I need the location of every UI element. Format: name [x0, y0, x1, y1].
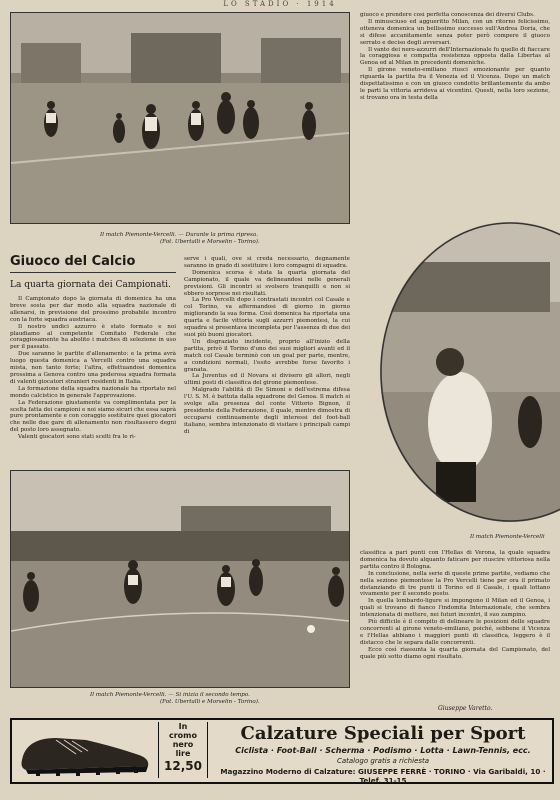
football-match-photo	[11, 13, 349, 223]
col4-paragraph: In conclusione, nella serie di queste prime partite, vediamo che nella sezione piemontese la Pro Vercelli tiene per ora il primato distanziando di tre punti il Torino ed il Casale, i quali lottano vivamente per il secondo posto.	[360, 570, 550, 598]
photo-bottom-match	[10, 470, 350, 688]
col4-paragraph: classifica a pari punti con l'Hellas di Verona, la quale squadra domenica ha dovuto alquanto faticare per riuscire vittoriosa nella partita contro il Bologna.	[360, 550, 550, 570]
caption-bottom-photo	[90, 692, 350, 706]
price-value: 12,50	[164, 759, 202, 773]
photo-top-match	[10, 12, 350, 224]
article-subhead: La quarta giornata dei Campionati.	[10, 280, 171, 290]
advert-sports-list: Ciclista · Foot-Ball · Scherma · Podismo · Lotta · Lawn-Tennis, ecc.	[235, 746, 531, 755]
price-line: nero	[172, 740, 194, 749]
col1-paragraph: Valenti giocatori sono stati scelti fra le ri-	[18, 434, 136, 441]
col2-paragraph: Domenica scorsa è stata la quarta giornata del Campionato, il quale va delineandosi nelle generali previsioni. Gli incontri si svolsero tranquilli e non si ebbero sorprese nei risultati.	[184, 269, 350, 297]
col2-paragraph: Malgrado l'abilità di De Simoni e dell'estrema difesa l'U. S. M. è battuta dalla squadrone del Genoa. Il match si svolge alla presenza del conte Vittorio Bignon, il presidente della Federazione, il quale, mentre dimostra di occuparsi continuamente degli interessi del foot-ball italiano, sembra intenzionato di visitare i principali campi di	[184, 387, 350, 435]
col4-paragraph: In quella lombardo-ligure si impongono il Milan ed il Genoa, i quali si trovano di fianco l'indomita Internazionale, che sembra intenzionata di mettere, nei futuri incontri, il suo zampino.	[360, 598, 550, 619]
col3-paragraph: giuoco e prendere così perfetta conoscenza dei diversi Clubs.	[360, 12, 535, 18]
article-column-1	[10, 296, 176, 462]
price-line: In	[178, 722, 188, 731]
col1-paragraph: La formazione della squadra nazionale ha riportato nel mondo calcistico in generale l'approvazione.	[10, 385, 176, 399]
col2-paragraph: serve i quali, ove si creda necessario, degnamente saranno in grado di sostituire i loro compagni di squadra.	[184, 256, 350, 269]
price-box	[158, 722, 208, 778]
caption-top-line2: (Fot. Ubertalli e Morselin - Torino).	[160, 239, 260, 245]
advert-address: Magazzino Moderno di Calzature: GIUSEPPE FERRÈ · TORINO · Via Garibaldi, 10 · Telef. 31-15	[220, 767, 546, 785]
article-column-2	[184, 256, 350, 462]
article-headline: Giuoco del Calcio	[10, 254, 136, 269]
caption-bottom-line2: (Fot. Ubertalli e Morselin - Torino).	[160, 699, 260, 705]
col2-paragraph: La Pro Vercelli dopo i contrastati incontri col Casale e col Torino, va affermandosi di giorno in giorno migliorando la sua forma. Così domenica ha riportata una quarta e facile vittoria sugli azzurri piemontesi, la cui squadra si presentava incompleta per l'assenza di due dei suoi più buoni giocatori.	[184, 297, 350, 338]
caption-top-line1: Il match Piemonte-Vercelli. — Durante la prima ripresa.	[100, 232, 259, 238]
caption-right-photo: Il match Piemonte-Vercelli	[470, 534, 545, 540]
caption-bottom-line1: Il match Piemonte-Vercelli. — Si inizia il secondo tempo.	[90, 692, 250, 698]
article-column-3	[360, 12, 550, 244]
advert-title: Calzature Speciali per Sport	[240, 723, 526, 744]
col4-paragraph: Più difficile è il compito di delineare le posizioni delle squadre concorrenti al girone veneto-emiliano, poiché, sebbene il Vicenza e l'Hellas abbiano i maggiori punti di classifica, leggero è il distacco che le separa dalle concorrenti.	[360, 619, 550, 646]
col2-paragraph: Un disgraziato incidente, proprio all'inizio della partita, privò il Torino d'uno dei suoi migliori avanti ed il match col Casale terminò con un goal per parte, mentre, a condizioni normali, l'esito avrebbe forse favorito i granata.	[184, 338, 350, 373]
col1-paragraph: Due saranno le partite d'allenamento: e la prima avrà luogo questa domenica a Vercelli contro una squadra mista, non tanto forte; l'altra, effettuandosi domenica prossima a Genova contro una poderosa squadra formata di valenti giocatori stranieri residenti in Italia.	[10, 351, 176, 385]
headline-rule	[10, 272, 176, 273]
col4-paragraph: Ecco così riassunta la quarta giornata del Campionato, del quale più sotto diamo ogni risultato.	[360, 646, 550, 660]
col1-paragraph: La Federazione giustamente va complimentata per la scelta fatta dei campioni e noi siamo sicuri che essa saprà pure prontamente e con coraggio sostituire quei giocatori che nelle due gare di allenamento non risultassero degni del posto loro assegnato.	[10, 399, 176, 434]
col1-paragraph: Il Campionato dopo la giornata di domenica ha una breve sosta per dar modo alla squadra nazionale di allenarsi, in previsione del prossimo probabile incontro con la forte squadra austriaca.	[10, 296, 176, 323]
col3-paragraph: Il minusciuso ed aggueritto Milan, con un ritorno felicissimo, otteneva domenica un bellissimo successo sull'Andrea Doria, che si difese accanitamente senza poter però compere il giuoco serrato e deciso degli avversari.	[360, 18, 550, 46]
shoe-advertisement	[10, 718, 554, 784]
advert-catalog-note: Catalogo gratis a richiesta	[336, 757, 430, 765]
price-line: cromo	[168, 731, 197, 740]
photo-right-player	[380, 222, 560, 532]
col3-paragraph: Il girone veneto-emiliano riusci emozionante per quanto riguarda la partita fra il Venezia ed il Vicenza. Dopo un match dispettatissimo e con un giuoco condotto brillantemente da ambo le parti la vittoria arrideva ai vicentini. Questi, nella loro sezione, si trovano ora in testa della	[360, 67, 550, 101]
running-head: LO STADIO · 1914	[223, 0, 337, 8]
col2-paragraph: La Juventus ed il Novara si divisero gli allori, negli ultimi posti di classifica del girone piemontese.	[184, 373, 350, 387]
caption-top-photo	[100, 232, 350, 246]
price-line: lire	[175, 749, 191, 758]
sport-shoe-illustration	[16, 724, 154, 778]
player-oval-photo	[380, 222, 560, 532]
col3-paragraph: Il vanto dei nero-azzurri dell'Internazionale fu quello di fiaccare la coraggiosa e compatta resistenza opposta dalla Libertas al Genoa ed al Milan in precedenti domeniche.	[360, 46, 550, 67]
article-signature: Giuseppe Varetto.	[438, 705, 493, 712]
article-column-4	[360, 550, 550, 700]
football-kickoff-photo	[11, 471, 349, 687]
col1-paragraph: Il nostro undici azzurro è stato formato e noi plaudiamo al competente Comitato Federale che coraggiosamente ha abolito i matches di selezione in uso per il passato.	[10, 323, 176, 351]
